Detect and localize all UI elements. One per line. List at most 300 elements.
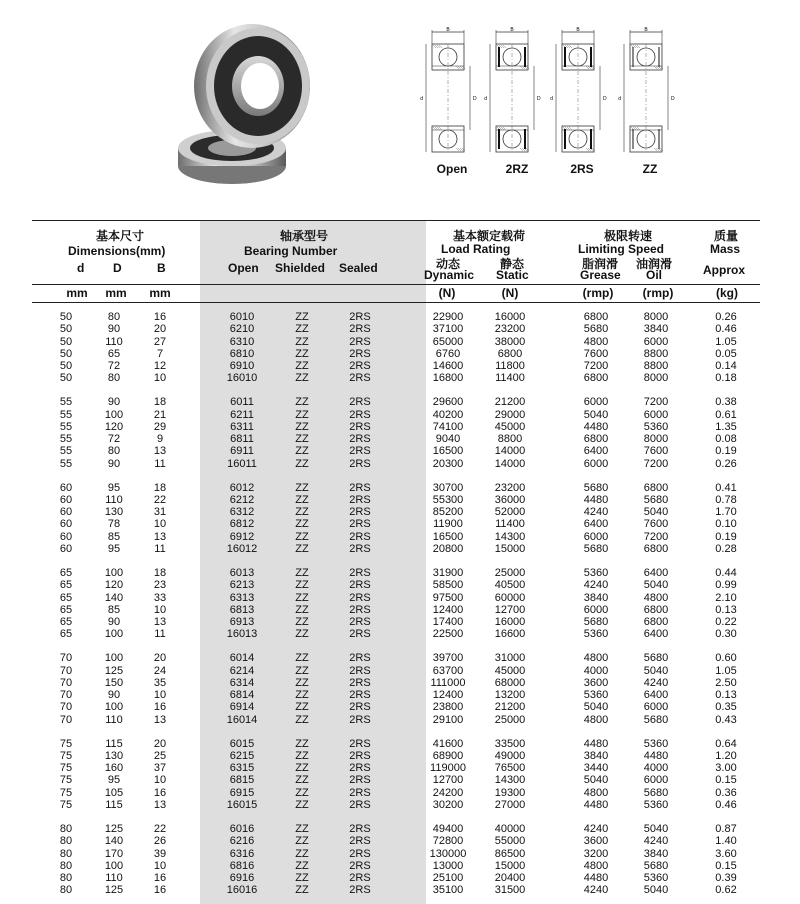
- cell-B: 18: [153, 481, 167, 494]
- cell-mass: 1.05: [715, 664, 737, 677]
- table-row: [32, 324, 760, 336]
- cell-sealed: 2RS: [349, 676, 371, 689]
- cell-shielded: ZZ: [295, 713, 309, 726]
- cell-oil: 6400: [643, 628, 669, 641]
- cell-sealed: 2RS: [349, 335, 371, 348]
- cell-oil: 6800: [643, 543, 669, 555]
- dims-header-cn: 基本尺寸: [96, 229, 145, 243]
- cell-sealed: 2RS: [349, 433, 371, 446]
- cell-B: 18: [153, 396, 167, 409]
- cell-static: 23200: [494, 323, 526, 336]
- cell-static: 27000: [494, 799, 526, 811]
- cell-shielded: ZZ: [295, 676, 309, 689]
- cell-B: 24: [153, 664, 167, 677]
- bearing-photo: [170, 18, 320, 190]
- cell-B: 16: [153, 786, 167, 799]
- cell-grease: 3840: [583, 749, 609, 762]
- table-row: [32, 422, 760, 434]
- svg-text:B: B: [446, 27, 450, 33]
- cell-grease: 4240: [583, 884, 609, 897]
- cell-D: 170: [104, 847, 124, 860]
- cell-D: 72: [107, 433, 121, 446]
- diagram-open: [420, 27, 477, 152]
- cell-oil: 8800: [643, 360, 669, 373]
- cell-dynamic: 23800: [432, 701, 464, 714]
- cell-dynamic: 39700: [432, 652, 464, 665]
- cell-oil: 6800: [643, 603, 669, 616]
- cell-D: 95: [107, 543, 121, 555]
- cell-dynamic: 37100: [432, 323, 464, 336]
- diagram-2rz: [484, 27, 541, 152]
- cell-mass: 1.05: [715, 335, 737, 348]
- cell-oil: 7200: [643, 396, 669, 409]
- cell-grease: 5360: [583, 628, 609, 641]
- cell-mass: 3.00: [715, 762, 737, 775]
- cell-B: 26: [153, 835, 167, 848]
- cell-d: 55: [59, 420, 73, 433]
- cell-open: 6811: [230, 433, 254, 446]
- unit-mass: (kg): [716, 286, 738, 300]
- cell-D: 130: [104, 749, 124, 762]
- cell-B: 10: [153, 774, 167, 787]
- cell-d: 75: [59, 749, 73, 762]
- cell-open: 6914: [229, 701, 255, 714]
- cell-B: 35: [153, 676, 167, 689]
- cell-oil: 7200: [643, 530, 669, 543]
- col-header-shielded: Shielded: [275, 261, 326, 275]
- oil-header-en: Oil: [646, 268, 663, 282]
- cell-mass: 1.20: [715, 749, 737, 762]
- cell-oil: 6000: [643, 701, 669, 714]
- cell-sealed: 2RS: [349, 420, 371, 433]
- cell-shielded: ZZ: [295, 530, 309, 543]
- svg-text:B: B: [644, 27, 648, 33]
- cell-sealed: 2RS: [349, 616, 371, 628]
- cell-mass: 0.44: [715, 567, 737, 579]
- table-row: [32, 788, 760, 800]
- cell-grease: 4800: [583, 859, 609, 872]
- cell-B: 20: [153, 652, 167, 665]
- table-row: [32, 593, 760, 605]
- cell-mass: 1.40: [715, 835, 737, 848]
- cell-mass: 0.15: [715, 774, 737, 787]
- cell-oil: 5680: [643, 713, 669, 726]
- cell-static: 20400: [494, 872, 526, 884]
- cell-dynamic: 22500: [432, 628, 464, 641]
- cell-D: 90: [107, 616, 121, 628]
- cell-open: 6810: [229, 347, 255, 360]
- cell-open: 6215: [229, 749, 255, 762]
- cell-shielded: ZZ: [295, 493, 309, 506]
- cell-B: 10: [153, 603, 167, 616]
- cell-d: 50: [59, 347, 73, 360]
- cell-mass: 1.35: [715, 420, 737, 433]
- cell-open: 6910: [229, 360, 255, 373]
- cell-dynamic: 30200: [432, 799, 464, 811]
- cell-dynamic: 41600: [432, 737, 464, 750]
- cell-shielded: ZZ: [295, 457, 309, 470]
- cell-sealed: 2RS: [349, 457, 371, 470]
- cell-oil: 8000: [643, 433, 669, 446]
- static-header-cn: 静态: [500, 257, 525, 271]
- cell-shielded: ZZ: [295, 774, 309, 787]
- cell-oil: 5360: [643, 420, 669, 433]
- cell-grease: 5040: [583, 701, 609, 714]
- cell-dynamic: 12400: [432, 603, 464, 616]
- cell-oil: 3840: [643, 323, 669, 336]
- cell-d: 75: [59, 774, 73, 787]
- cell-oil: 4240: [643, 676, 669, 689]
- table-row: [32, 629, 760, 641]
- cell-mass: 0.22: [715, 616, 737, 628]
- cell-sealed: 2RS: [349, 872, 371, 884]
- cell-D: 100: [104, 628, 124, 641]
- cell-open: 6916: [229, 872, 255, 884]
- cell-static: 23200: [494, 481, 526, 494]
- cell-grease: 4480: [583, 420, 609, 433]
- cell-B: 13: [153, 713, 167, 726]
- cell-grease: 4240: [583, 506, 609, 519]
- cell-D: 160: [104, 762, 124, 775]
- cell-open: 6315: [229, 762, 255, 775]
- cell-d: 65: [59, 567, 73, 579]
- cell-sealed: 2RS: [349, 396, 371, 409]
- cell-dynamic: 58500: [432, 579, 464, 592]
- cell-shielded: ZZ: [295, 762, 309, 775]
- cell-grease: 6800: [583, 372, 609, 385]
- cell-sealed: 2RS: [349, 603, 371, 616]
- cell-d: 65: [59, 591, 73, 604]
- cell-shielded: ZZ: [295, 445, 309, 458]
- unit-D: mm: [105, 286, 127, 300]
- table-row: [32, 800, 760, 812]
- cell-d: 55: [59, 433, 73, 446]
- table-row: [32, 337, 760, 349]
- cell-mass: 0.15: [715, 859, 737, 872]
- table-row: [32, 532, 760, 544]
- cell-oil: 5680: [643, 493, 669, 506]
- cell-grease: 4480: [583, 493, 609, 506]
- cell-dynamic: 130000: [429, 847, 467, 860]
- speed-header-cn: 极限转速: [604, 229, 653, 243]
- cell-dynamic: 24200: [432, 786, 464, 799]
- cell-sealed: 2RS: [349, 713, 371, 726]
- cell-grease: 6400: [583, 518, 609, 531]
- cell-shielded: ZZ: [295, 786, 309, 799]
- cell-static: 31500: [494, 884, 526, 897]
- cell-static: 60000: [494, 591, 526, 604]
- cell-B: 10: [153, 372, 167, 385]
- cell-sealed: 2RS: [349, 408, 371, 421]
- cell-d: 60: [59, 543, 73, 555]
- cell-sealed: 2RS: [349, 737, 371, 750]
- cell-mass: 0.39: [715, 872, 737, 884]
- cell-oil: 3840: [643, 847, 669, 860]
- unit-static: (N): [501, 286, 519, 300]
- cell-D: 100: [104, 701, 124, 714]
- cell-dynamic: 14600: [432, 360, 464, 373]
- cell-open: 6311: [230, 420, 254, 433]
- cell-sealed: 2RS: [349, 445, 371, 458]
- col-header-D: D: [113, 261, 122, 275]
- cell-open: 6312: [229, 506, 255, 519]
- cell-mass: 1.70: [715, 506, 737, 519]
- cell-static: 11800: [495, 360, 525, 373]
- cell-sealed: 2RS: [349, 749, 371, 762]
- cell-sealed: 2RS: [349, 360, 371, 373]
- cell-static: 45000: [494, 664, 526, 677]
- cell-open: 6012: [229, 481, 255, 494]
- cell-grease: 4800: [583, 713, 609, 726]
- cell-dynamic: 11900: [433, 518, 463, 531]
- cell-d: 50: [59, 360, 73, 373]
- table-row: [32, 715, 760, 727]
- cell-open: 6915: [229, 786, 255, 799]
- cell-oil: 6400: [643, 567, 669, 579]
- table-row: [32, 702, 760, 714]
- cell-static: 31000: [494, 652, 526, 665]
- table-row: [32, 873, 760, 885]
- cell-grease: 6000: [583, 530, 609, 543]
- diagram-label-2rs: 2RS: [570, 162, 594, 176]
- cell-sealed: 2RS: [349, 323, 371, 336]
- cell-open: 6210: [229, 323, 255, 336]
- cell-oil: 7600: [643, 445, 669, 458]
- cell-shielded: ZZ: [295, 628, 309, 641]
- cell-shielded: ZZ: [295, 311, 309, 323]
- cell-B: 11: [154, 543, 166, 555]
- cell-oil: 5040: [643, 664, 669, 677]
- cell-open: 6013: [229, 567, 255, 579]
- col-header-d: d: [77, 261, 85, 275]
- cell-dynamic: 20800: [432, 543, 464, 555]
- cell-oil: 4800: [643, 591, 669, 604]
- cell-B: 20: [153, 737, 167, 750]
- cell-D: 72: [107, 360, 121, 373]
- cell-mass: 0.28: [715, 543, 737, 555]
- cell-shielded: ZZ: [295, 689, 309, 702]
- cell-open: 6016: [229, 822, 255, 835]
- cell-open: 6216: [229, 835, 255, 848]
- cell-B: 25: [153, 749, 167, 762]
- cell-shielded: ZZ: [295, 884, 309, 897]
- cell-mass: 0.78: [715, 493, 737, 506]
- cell-grease: 4800: [583, 652, 609, 665]
- cell-open: 6816: [229, 859, 255, 872]
- cell-d: 60: [59, 506, 73, 519]
- cell-mass: 0.61: [715, 408, 737, 421]
- table-row: [32, 434, 760, 446]
- cell-grease: 3840: [583, 591, 609, 604]
- unit-grease: (rmp): [582, 286, 614, 300]
- cell-shielded: ZZ: [295, 408, 309, 421]
- cell-static: 14000: [494, 445, 526, 458]
- cell-mass: 0.05: [715, 347, 737, 360]
- cell-d: 60: [59, 481, 73, 494]
- cell-static: 68000: [494, 676, 526, 689]
- cell-D: 90: [107, 396, 121, 409]
- cell-static: 14000: [494, 457, 526, 470]
- table-row: [32, 836, 760, 848]
- cell-B: 11: [154, 457, 166, 470]
- cell-open: 6812: [229, 518, 255, 531]
- cell-D: 95: [107, 774, 121, 787]
- svg-text:D: D: [537, 96, 541, 102]
- cell-dynamic: 22900: [432, 311, 464, 323]
- cell-dynamic: 25100: [432, 872, 464, 884]
- cell-grease: 3200: [583, 847, 609, 860]
- cell-static: 33500: [494, 737, 526, 750]
- table-row: [32, 483, 760, 495]
- cell-open: 6813: [229, 603, 255, 616]
- cell-sealed: 2RS: [349, 518, 371, 531]
- cell-shielded: ZZ: [295, 420, 309, 433]
- svg-text:B: B: [576, 27, 580, 33]
- cell-d: 75: [59, 786, 73, 799]
- cell-grease: 4480: [583, 872, 609, 884]
- cell-oil: 6000: [643, 408, 669, 421]
- table-row: [32, 580, 760, 592]
- cell-dynamic: 35100: [432, 884, 464, 897]
- cell-D: 115: [105, 799, 123, 811]
- table-row: [32, 653, 760, 665]
- cell-open: 6310: [229, 335, 255, 348]
- table-row: [32, 446, 760, 458]
- cell-static: 11400: [495, 518, 525, 531]
- cell-sealed: 2RS: [349, 579, 371, 592]
- cell-D: 125: [104, 884, 124, 897]
- cell-mass: 0.14: [715, 360, 737, 373]
- table-row: [32, 397, 760, 409]
- cell-d: 70: [59, 713, 73, 726]
- dynamic-header-cn: 动态: [436, 257, 461, 271]
- cell-grease: 4000: [583, 664, 609, 677]
- cell-B: 18: [153, 567, 167, 579]
- cell-dynamic: 29600: [432, 396, 464, 409]
- svg-text:d: d: [420, 96, 423, 102]
- unit-oil: (rmp): [642, 286, 674, 300]
- cell-B: 11: [154, 628, 166, 641]
- cell-d: 65: [59, 616, 73, 628]
- cell-open: 16011: [227, 457, 257, 470]
- cell-d: 65: [59, 628, 73, 641]
- grease-header-cn: 脂润滑: [582, 257, 619, 271]
- cell-grease: 4800: [583, 335, 609, 348]
- cell-static: 12700: [494, 603, 526, 616]
- cell-D: 110: [105, 872, 123, 884]
- table-row: [32, 690, 760, 702]
- bearing-header-en: Bearing Number: [244, 244, 338, 258]
- cell-static: 40500: [494, 579, 526, 592]
- cell-oil: 4000: [643, 762, 669, 775]
- table-top-rule: [32, 220, 760, 221]
- cell-sealed: 2RS: [349, 689, 371, 702]
- cell-open: 6316: [229, 847, 255, 860]
- cell-grease: 7600: [583, 347, 609, 360]
- cell-d: 55: [59, 445, 73, 458]
- svg-text:d: d: [550, 96, 553, 102]
- cell-dynamic: 111000: [430, 676, 466, 689]
- table-row: [32, 678, 760, 690]
- cell-shielded: ZZ: [295, 579, 309, 592]
- cell-sealed: 2RS: [349, 822, 371, 835]
- cell-sealed: 2RS: [349, 481, 371, 494]
- cell-d: 80: [59, 859, 73, 872]
- cell-grease: 4240: [583, 822, 609, 835]
- cell-D: 105: [104, 786, 124, 799]
- cell-oil: 5040: [643, 579, 669, 592]
- cell-d: 80: [59, 822, 73, 835]
- cell-sealed: 2RS: [349, 884, 371, 897]
- cell-static: 49000: [494, 749, 526, 762]
- table-row: [32, 885, 760, 897]
- cell-static: 15000: [494, 543, 526, 555]
- cell-oil: 5040: [643, 884, 669, 897]
- cell-shielded: ZZ: [295, 591, 309, 604]
- cell-oil: 8800: [643, 347, 669, 360]
- cell-D: 110: [105, 335, 123, 348]
- cell-open: 6213: [229, 579, 255, 592]
- svg-text:D: D: [473, 96, 477, 102]
- cell-oil: 6000: [643, 335, 669, 348]
- mass-header-en: Mass: [710, 242, 741, 256]
- cell-grease: 5360: [583, 567, 609, 579]
- cell-mass: 0.62: [715, 884, 737, 897]
- cell-shielded: ZZ: [295, 749, 309, 762]
- table-row: [32, 507, 760, 519]
- table-row: [32, 349, 760, 361]
- cell-B: 16: [153, 701, 167, 714]
- cell-grease: 5680: [583, 323, 609, 336]
- cell-shielded: ZZ: [295, 872, 309, 884]
- cell-sealed: 2RS: [349, 652, 371, 665]
- static-header-en: Static: [496, 268, 529, 282]
- cell-static: 16000: [494, 616, 526, 628]
- cell-D: 140: [104, 835, 124, 848]
- cell-dynamic: 13000: [432, 859, 464, 872]
- product-header: [0, 0, 800, 215]
- cell-static: 55000: [494, 835, 526, 848]
- cell-grease: 4800: [583, 786, 609, 799]
- cell-static: 40000: [494, 822, 526, 835]
- cell-B: 22: [153, 822, 167, 835]
- diagram-label-open: Open: [436, 162, 468, 176]
- cell-dynamic: 12400: [432, 689, 464, 702]
- cell-static: 15000: [494, 859, 526, 872]
- cell-static: 8800: [497, 433, 523, 446]
- cell-dynamic: 16800: [432, 372, 464, 385]
- cell-open: 6011: [230, 396, 254, 409]
- cell-dynamic: 68900: [432, 749, 464, 762]
- cell-static: 36000: [494, 493, 526, 506]
- cell-dynamic: 97500: [432, 591, 464, 604]
- cell-grease: 6000: [583, 396, 609, 409]
- cell-mass: 2.50: [715, 676, 737, 689]
- cell-shielded: ZZ: [295, 737, 309, 750]
- cell-D: 130: [104, 506, 124, 519]
- cell-dynamic: 9040: [435, 433, 461, 446]
- cell-d: 80: [59, 884, 73, 897]
- cell-mass: 0.26: [715, 311, 737, 323]
- speed-header-en: Limiting Speed: [578, 242, 665, 256]
- table-row: [32, 861, 760, 873]
- cell-d: 80: [59, 872, 73, 884]
- cell-D: 95: [107, 481, 121, 494]
- col-header-sealed: Sealed: [339, 261, 378, 275]
- cell-static: 14300: [494, 774, 526, 787]
- mass-header-approx: Approx: [703, 263, 745, 277]
- cell-open: 6014: [229, 652, 255, 665]
